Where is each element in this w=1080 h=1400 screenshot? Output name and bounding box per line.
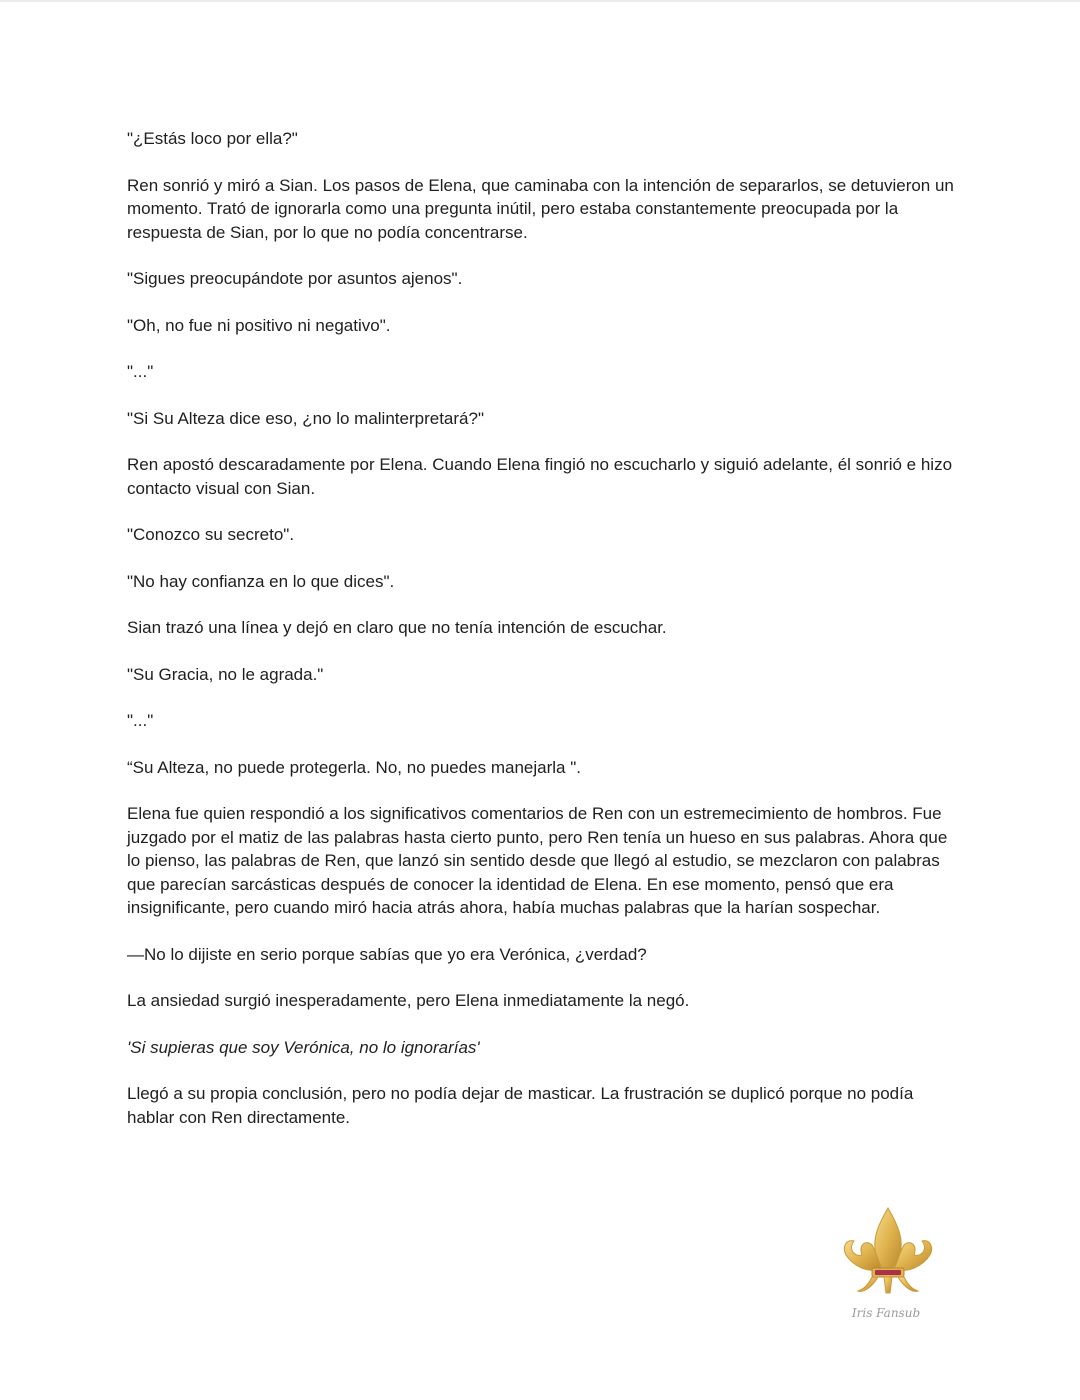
watermark-signature: Iris Fansub: [851, 1306, 921, 1320]
document-body: [127, 127, 957, 1129]
paragraph: "Su Gracia, no le agrada.": [127, 664, 324, 684]
paragraph: Sian trazó una línea y dejó en claro que no tenía intención de escuchar.: [127, 618, 667, 637]
paragraph: "No hay confianza en lo que dices".: [127, 571, 395, 591]
paragraph: "Conozco su secreto".: [127, 525, 295, 544]
paragraph: “Su Alteza, no puede protegerla. No, no puedes manejarla ".: [127, 757, 581, 777]
paragraph: La ansiedad surgió inesperadamente, pero Elena inmediatamente la negó.: [127, 991, 690, 1010]
paragraph: "Sigues preocupándote por asuntos ajenos".: [127, 269, 463, 288]
paragraph: "...": [127, 362, 154, 381]
paragraph: "...": [127, 711, 154, 730]
paragraph: "Oh, no fue ni positivo ni negativo".: [127, 315, 391, 335]
document-page: [127, 127, 957, 1152]
paragraph: 'Si supieras que soy Verónica, no lo ignorarías': [127, 1037, 480, 1057]
watermark-logo: [838, 1205, 938, 1330]
paragraph: Ren apostó descaradamente por Elena. Cuando Elena fingió no escucharlo y siguió adelante, él sonrió e hizo contacto visual con Sian.: [127, 455, 957, 498]
paragraph: Ren sonrió y miró a Sian. Los pasos de Elena, que caminaba con la intención de separarlos, se detuvieron un momento. Trató de ignorarla como una pregunta inútil, pero estaba constantemente preocupada por la respuesta de Sian, por lo que no podía concentrarse.: [127, 175, 959, 242]
fleur-de-lis-icon: [838, 1205, 938, 1330]
paragraph: —No lo dijiste en serio porque sabías que yo era Verónica, ¿verdad?: [127, 944, 647, 964]
paragraph: Elena fue quien respondió a los significativos comentarios de Ren con un estremecimiento de hombros. Fue juzgado por el matiz de las palabras hasta cierto punto, pero Ren tenía un hueso en sus palabras. Ahora que lo pienso, las palabras de Ren, que lanzó sin sentido desde que llegó al estudio, se mezclaron con palabras que parecían sarcásticas después de conocer la identidad de Elena. En ese momento, pensó que era insignificante, pero cuando miró hacia atrás ahora, había muchas palabras que la harían sospechar.: [127, 804, 953, 917]
paragraph: Llegó a su propia conclusión, pero no podía dejar de masticar. La frustración se duplicó porque no podía hablar con Ren directamente.: [127, 1084, 919, 1127]
paragraph: "Si Su Alteza dice eso, ¿no lo malinterpretará?": [127, 408, 484, 428]
page-top-edge: [0, 0, 1080, 2]
paragraph: "¿Estás loco por ella?": [127, 129, 298, 148]
